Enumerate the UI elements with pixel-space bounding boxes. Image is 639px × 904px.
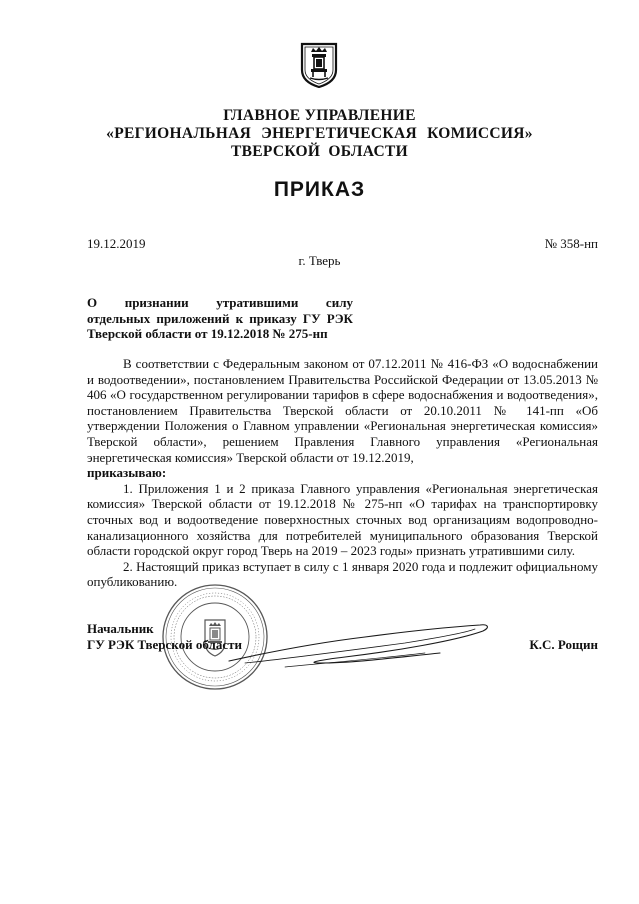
subject-line1: О признании утратившими силу <box>87 295 353 310</box>
tver-coat-of-arms-icon <box>299 40 339 88</box>
document-city: г. Тверь <box>298 253 341 268</box>
subject-line2: отдельных приложений к приказу ГУ РЭК <box>87 310 353 326</box>
document-date: 19.12.2019 <box>87 236 146 251</box>
signatory-title-line1: Начальник <box>87 621 154 636</box>
document-subject <box>87 295 353 342</box>
order-item-1: 1. Приложения 1 и 2 приказа Главного управления «Региональная энергетическая комиссия» Тверской области от 19.12.2018 № 275-нп «О тарифах на транспортировку сточных вод и водоотведение поверхностных сточных вод организациям водопроводно-канализационного хозяйства для потребителей муниципального образования Тверской области городской округ город Тверь на 2019 – 2023 годы» признать утратившими силу. <box>87 480 598 559</box>
order-item-2: 2. Настоящий приказ вступает в силу с 1 января 2020 года и подлежит официальному опубликованию. <box>87 558 598 590</box>
preamble-paragraph: В соответствии с Федеральным законом от 07.12.2011 № 416-ФЗ «О водоснабжении и водоотведении», постановлением Правительства Российской Федерации от 13.05.2013 № 406 «О государственном регулировании тарифов в сфере водоснабжения и водоотведения», постановлением Правительства Тверской области от 20.10.2011 № 141-пп «Об утверждении Положения о Главном управлении «Региональная энергетическая комиссия» Тверской области», решением Правления Главного управления «Региональная энергетическая комиссия» Тверской области от 19.12.2019, <box>87 356 598 465</box>
handwritten-signature-icon <box>225 617 500 677</box>
document-type-heading: ПРИКАЗ <box>273 178 366 201</box>
subject-line3: Тверской области от 19.12.2018 № 275-нп <box>87 326 328 341</box>
document-number: № 358-нп <box>544 236 598 251</box>
document-body <box>87 356 598 590</box>
signatory-title-line2: ГУ РЭК Тверской области <box>87 637 242 652</box>
org-name-line3: ТВЕРСКОЙ ОБЛАСТИ <box>231 143 408 160</box>
org-name-line2: «РЕГИОНАЛЬНАЯ ЭНЕРГЕТИЧЕСКАЯ КОМИССИЯ» <box>106 125 533 142</box>
org-name-line1: ГЛАВНОЕ УПРАВЛЕНИЕ <box>223 107 416 124</box>
order-word: приказываю: <box>87 465 167 481</box>
signatory-title <box>87 621 242 653</box>
signatory-name: К.С. Рощин <box>529 637 598 652</box>
